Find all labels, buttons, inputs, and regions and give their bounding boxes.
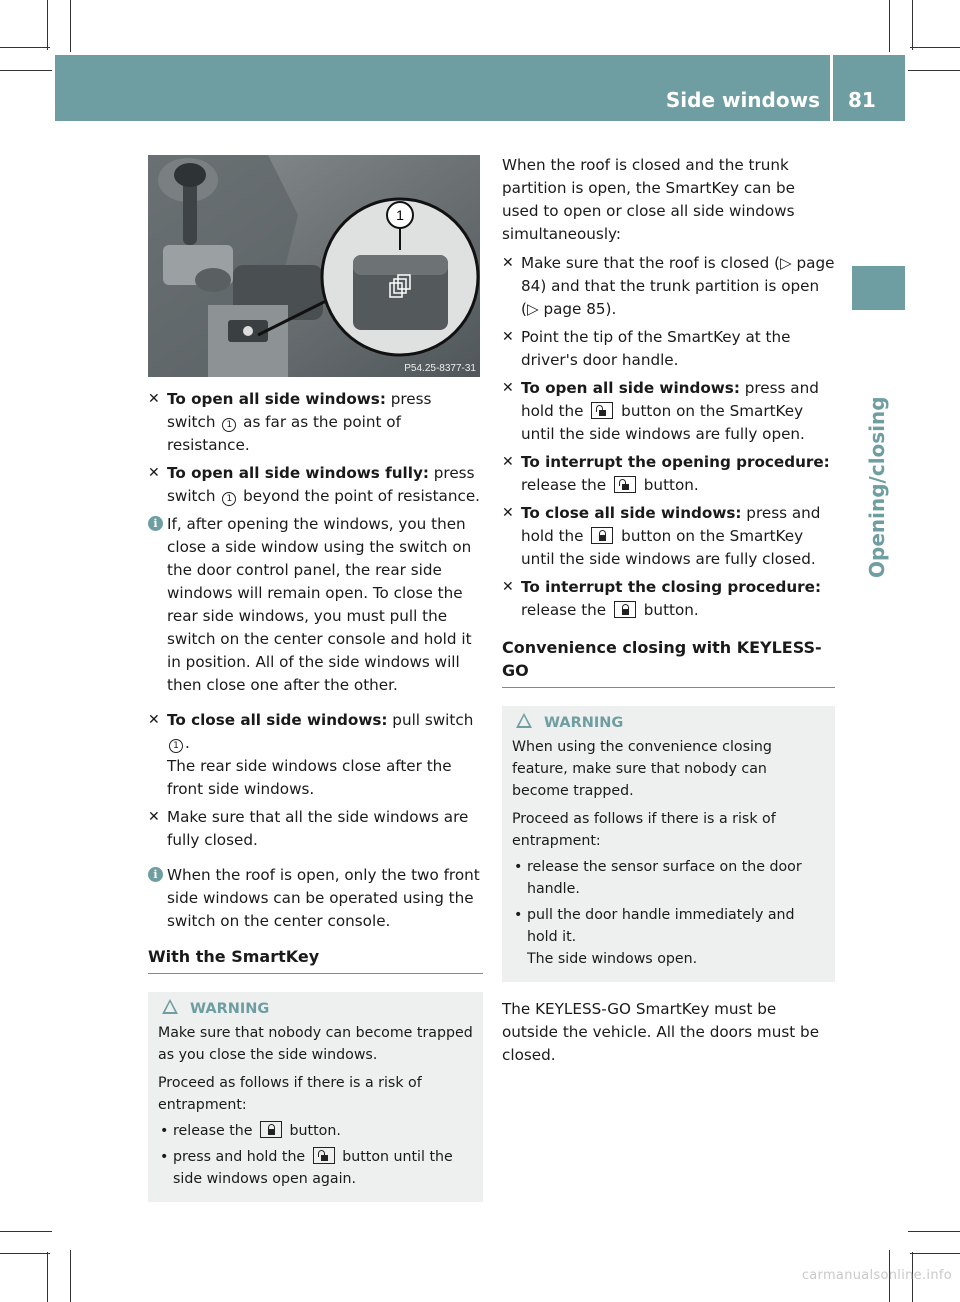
list-item: ✕ To open all side windows: press switch 1 as far as the point of resistance. bbox=[148, 390, 432, 454]
right-column: When the roof is closed and the trunk partition is open, the SmartKey can be used to open or close all side windows simultaneously: ✕ Make sure that the roof is closed (▷ page 84) and that the trunk partition is open (▷ page 85). ✕ Point the tip of the SmartKey at the driver's door handle. ✕ To open all side windows: press and hold the button on the SmartKey until the side windows are fully open. ✕ To interrupt the opening procedure: release the button. ✕ To close all side windows: press and hold the button on the SmartKey until the side windows are fully closed. ✕ To interrupt the closing procedure: release the button. Convenience closing with KEYLESS-GO WARNING When using the convenience closing feature, make sure that nobody can become trapped. Proceed as follows if there is a risk of entrapment: • release the sensor surface on the door handle. • pull the door handle immediately and hold it. The side windows open. The KEYLESS-GO SmartKey must be outside the vehicle. All the doors must be closed. bbox=[502, 154, 835, 1067]
info-icon: i bbox=[148, 516, 163, 531]
unlock-icon bbox=[591, 402, 613, 419]
crop-mark bbox=[912, 0, 913, 50]
crop-mark bbox=[910, 1253, 960, 1254]
crop-mark bbox=[908, 1231, 960, 1232]
step-marker-icon: ✕ bbox=[502, 380, 514, 396]
crop-mark bbox=[0, 47, 50, 48]
crop-mark bbox=[0, 1253, 50, 1254]
callout-ref: 1 bbox=[222, 418, 236, 432]
crop-mark bbox=[0, 70, 52, 71]
unlock-icon bbox=[313, 1147, 335, 1164]
page-ref-icon: ▷ bbox=[526, 300, 539, 318]
section-heading: With the SmartKey bbox=[148, 945, 483, 974]
warning-box: WARNING Make sure that nobody can become trapped as you close the side windows. Proceed as follows if there is a risk of entrapment: • release the button. • press and hold the button until the side windows open again. bbox=[148, 992, 483, 1202]
step-marker-icon: ✕ bbox=[148, 465, 160, 481]
page-number: 81 bbox=[848, 88, 876, 112]
step-marker-icon: ✕ bbox=[502, 454, 514, 470]
list-item: ✕ Make sure that all the side windows are fully closed. bbox=[148, 808, 469, 849]
unlock-icon bbox=[614, 476, 636, 493]
list-item: ✕ To open all side windows fully: press switch 1 beyond the point of resistance. bbox=[148, 464, 480, 505]
list-item: ✕ To close all side windows: press and hold the button on the SmartKey until the side windows are fully closed. bbox=[502, 504, 821, 568]
left-column bbox=[148, 388, 483, 1202]
crop-mark bbox=[47, 1252, 48, 1302]
lock-icon bbox=[614, 601, 636, 618]
warning-icon bbox=[162, 999, 178, 1014]
page-title: Side windows bbox=[665, 88, 820, 112]
chapter-label: Opening/closing bbox=[865, 396, 889, 578]
warning-icon bbox=[516, 713, 532, 728]
list-item: ✕ To interrupt the closing procedure: release the button. bbox=[502, 578, 822, 619]
info-note: i When the roof is open, only the two front side windows can be operated using the switch on the center console. bbox=[148, 864, 483, 933]
crop-mark bbox=[908, 70, 960, 71]
list-item: ✕ Make sure that the roof is closed (▷ page 84) and that the trunk partition is open (▷ page 85). bbox=[502, 254, 835, 318]
list-item: ✕ To open all side windows: press and hold the button on the SmartKey until the side windows are fully open. bbox=[502, 379, 819, 443]
step-marker-icon: ✕ bbox=[148, 391, 160, 407]
side-tab bbox=[852, 266, 905, 310]
step-marker-icon: ✕ bbox=[148, 809, 160, 825]
list-item: ✕ To close all side windows: pull switch 1 . The rear side windows close after the front side windows. bbox=[148, 711, 474, 798]
footer-watermark: carmanualsonline.info bbox=[801, 1268, 952, 1283]
warning-box: WARNING When using the convenience closing feature, make sure that nobody can become trapped. Proceed as follows if there is a risk of entrapment: • release the sensor surface on the door handle. • pull the door handle immediately and hold it. The side windows open. bbox=[502, 706, 835, 982]
svg-text:P54.25-8377-31: P54.25-8377-31 bbox=[404, 363, 476, 374]
lock-icon bbox=[260, 1121, 282, 1138]
lock-icon bbox=[591, 527, 613, 544]
header-divider bbox=[830, 55, 833, 121]
info-note: i If, after opening the windows, you then close a side window using the switch on the door control panel, the rear side windows will remain open. To close the rear side windows, you must pull the switch on the center console and hold it in position. All of the side windows will then close one after the other. bbox=[148, 513, 483, 697]
list-item: ✕ To interrupt the opening procedure: release the button. bbox=[502, 453, 830, 494]
step-marker-icon: ✕ bbox=[502, 579, 514, 595]
step-marker-icon: ✕ bbox=[502, 505, 514, 521]
console-photo bbox=[148, 155, 480, 377]
crop-mark bbox=[70, 0, 71, 52]
callout-ref: 1 bbox=[222, 492, 236, 506]
step-marker-icon: ✕ bbox=[502, 329, 514, 345]
section-heading: Convenience closing with KEYLESS-GO bbox=[502, 636, 835, 688]
list-item: ✕ Point the tip of the SmartKey at the driver's door handle. bbox=[502, 328, 791, 369]
step-marker-icon: ✕ bbox=[148, 712, 160, 728]
callout-ref: 1 bbox=[169, 739, 183, 753]
crop-mark bbox=[47, 0, 48, 50]
crop-mark bbox=[70, 1250, 71, 1302]
svg-text:1: 1 bbox=[396, 207, 404, 223]
crop-mark bbox=[889, 0, 890, 52]
page-ref-icon: ▷ bbox=[780, 254, 792, 272]
info-icon: i bbox=[148, 867, 163, 882]
step-marker-icon: ✕ bbox=[502, 255, 514, 271]
crop-mark bbox=[0, 1231, 52, 1232]
crop-mark bbox=[910, 47, 960, 48]
